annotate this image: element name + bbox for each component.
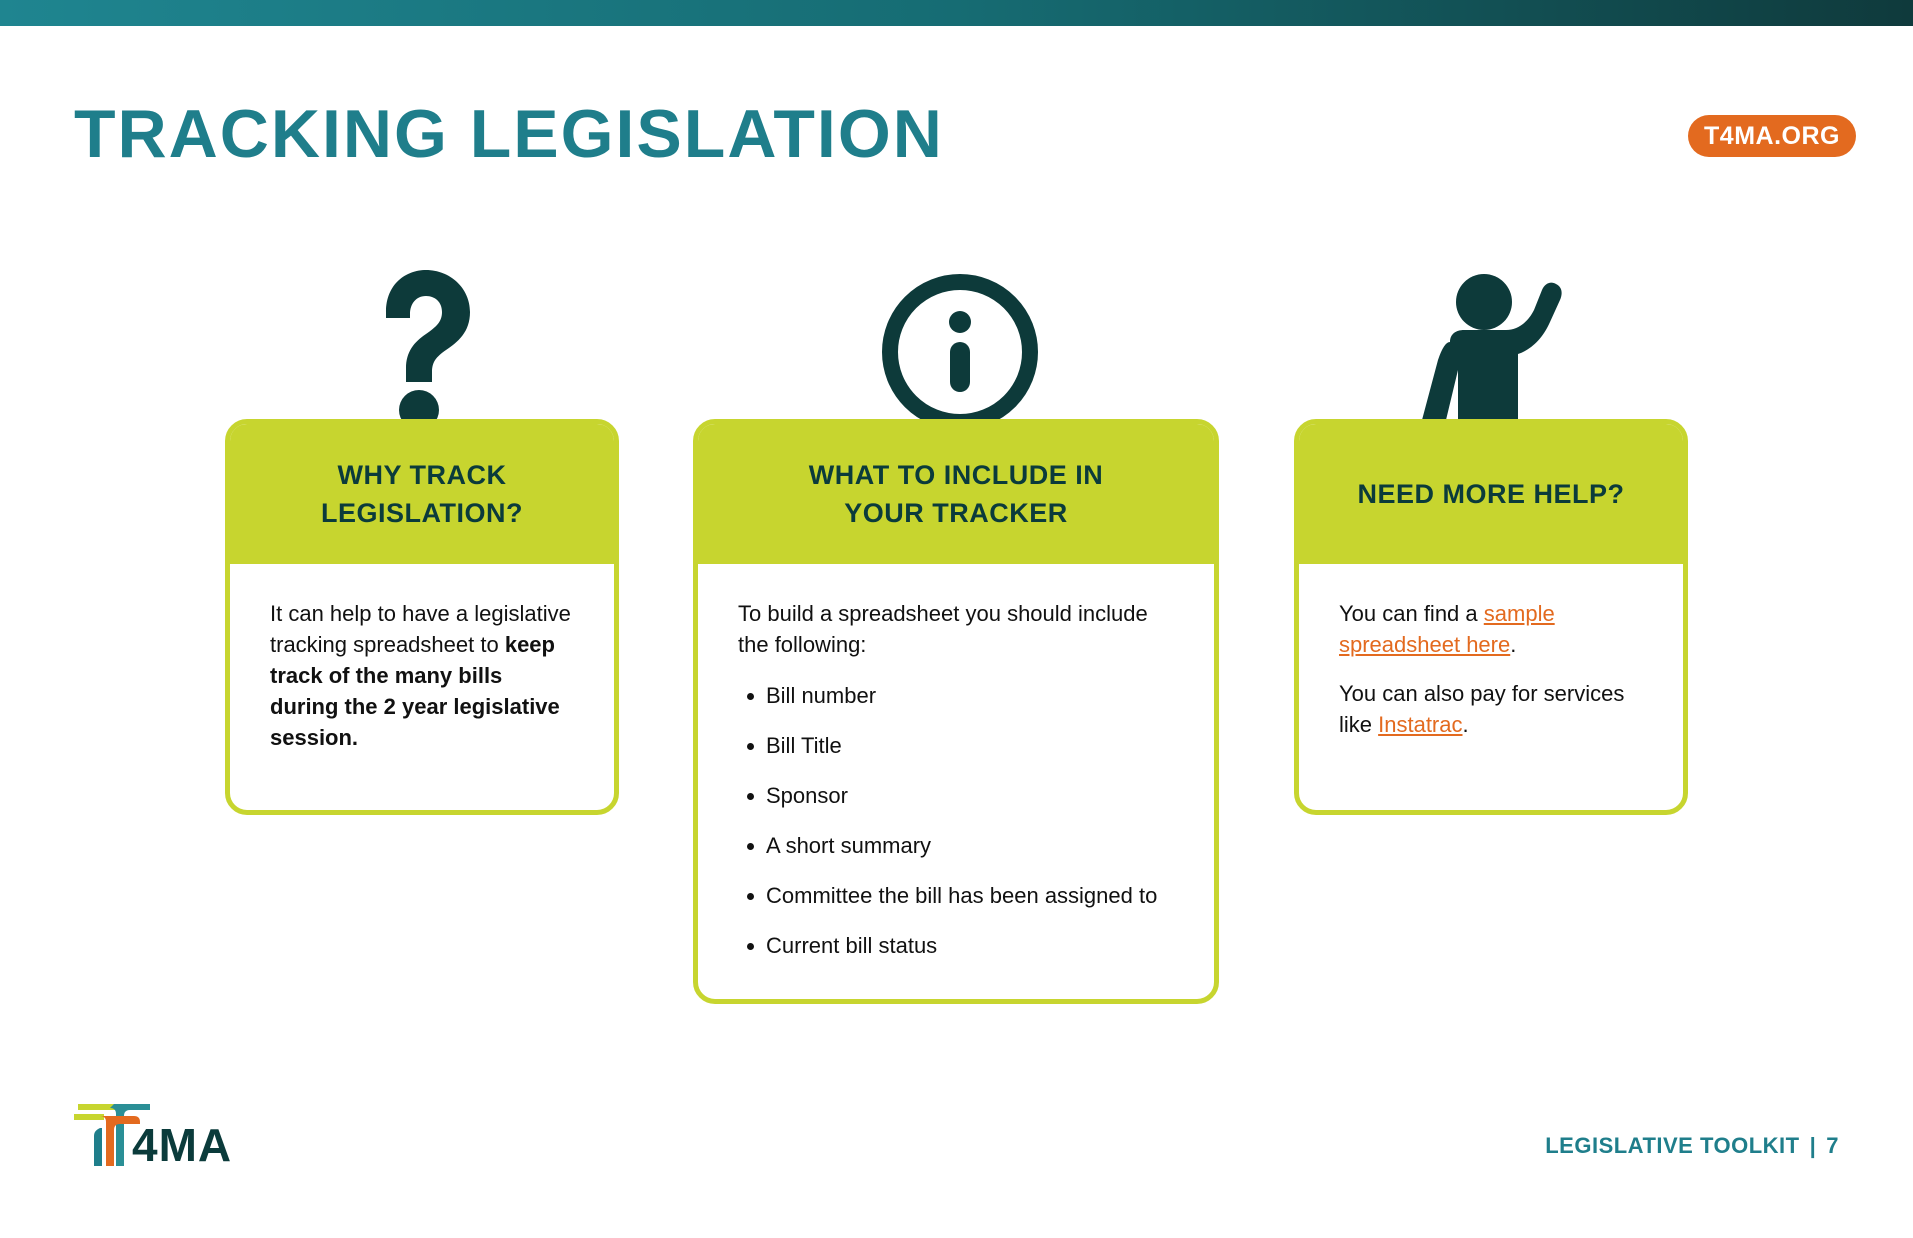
card-why-track (225, 419, 619, 815)
top-accent-bar (0, 0, 1913, 26)
question-mark-icon (368, 264, 478, 434)
list-item: Current bill status (738, 930, 1174, 961)
card-need-help-heading: NEED MORE HELP? (1299, 424, 1683, 564)
t4ma-logo (74, 1100, 254, 1170)
card-what-to-include-heading: WHAT TO INCLUDE IN YOUR TRACKER (698, 424, 1214, 564)
footer-toolkit-label: LEGISLATIVE TOOLKIT (1545, 1133, 1800, 1158)
raised-hand-person-icon (1410, 270, 1570, 435)
logo-text: 4MA (132, 1119, 233, 1171)
site-badge[interactable]: T4MA.ORG (1688, 115, 1856, 157)
card-why-track-body (230, 564, 614, 753)
page-number: 7 (1826, 1133, 1839, 1158)
card-what-to-include (693, 419, 1219, 1004)
list-item: Sponsor (738, 780, 1174, 811)
card-what-to-include-body (698, 564, 1214, 961)
card-need-help (1294, 419, 1688, 815)
include-intro: To build a spreadsheet you should include the following: (738, 601, 1148, 657)
info-icon (880, 272, 1040, 432)
sample-spreadsheet-link[interactable]: sample spreadsheet here (1339, 601, 1555, 657)
list-item: Bill Title (738, 730, 1174, 761)
list-item: Bill number (738, 680, 1174, 711)
footer-separator: | (1809, 1133, 1817, 1158)
include-list (738, 680, 1174, 961)
card-need-help-body: You can find a sample spreadsheet here. You can also pay for services like Instatrac. (1339, 601, 1625, 737)
list-item: Committee the bill has been assigned to (738, 880, 1174, 911)
why-text-bold: keep track of the many bills during the 2 year legislative session. (270, 632, 560, 750)
card-why-track-heading: WHY TRACK LEGISLATION? (230, 424, 614, 564)
footer-label (1545, 1133, 1839, 1159)
instatrac-link[interactable]: Instatrac (1378, 712, 1463, 737)
page-title: TRACKING LEGISLATION (74, 96, 944, 172)
why-text: It can help to have a legislative tracking spreadsheet to (270, 601, 571, 657)
list-item: A short summary (738, 830, 1174, 861)
